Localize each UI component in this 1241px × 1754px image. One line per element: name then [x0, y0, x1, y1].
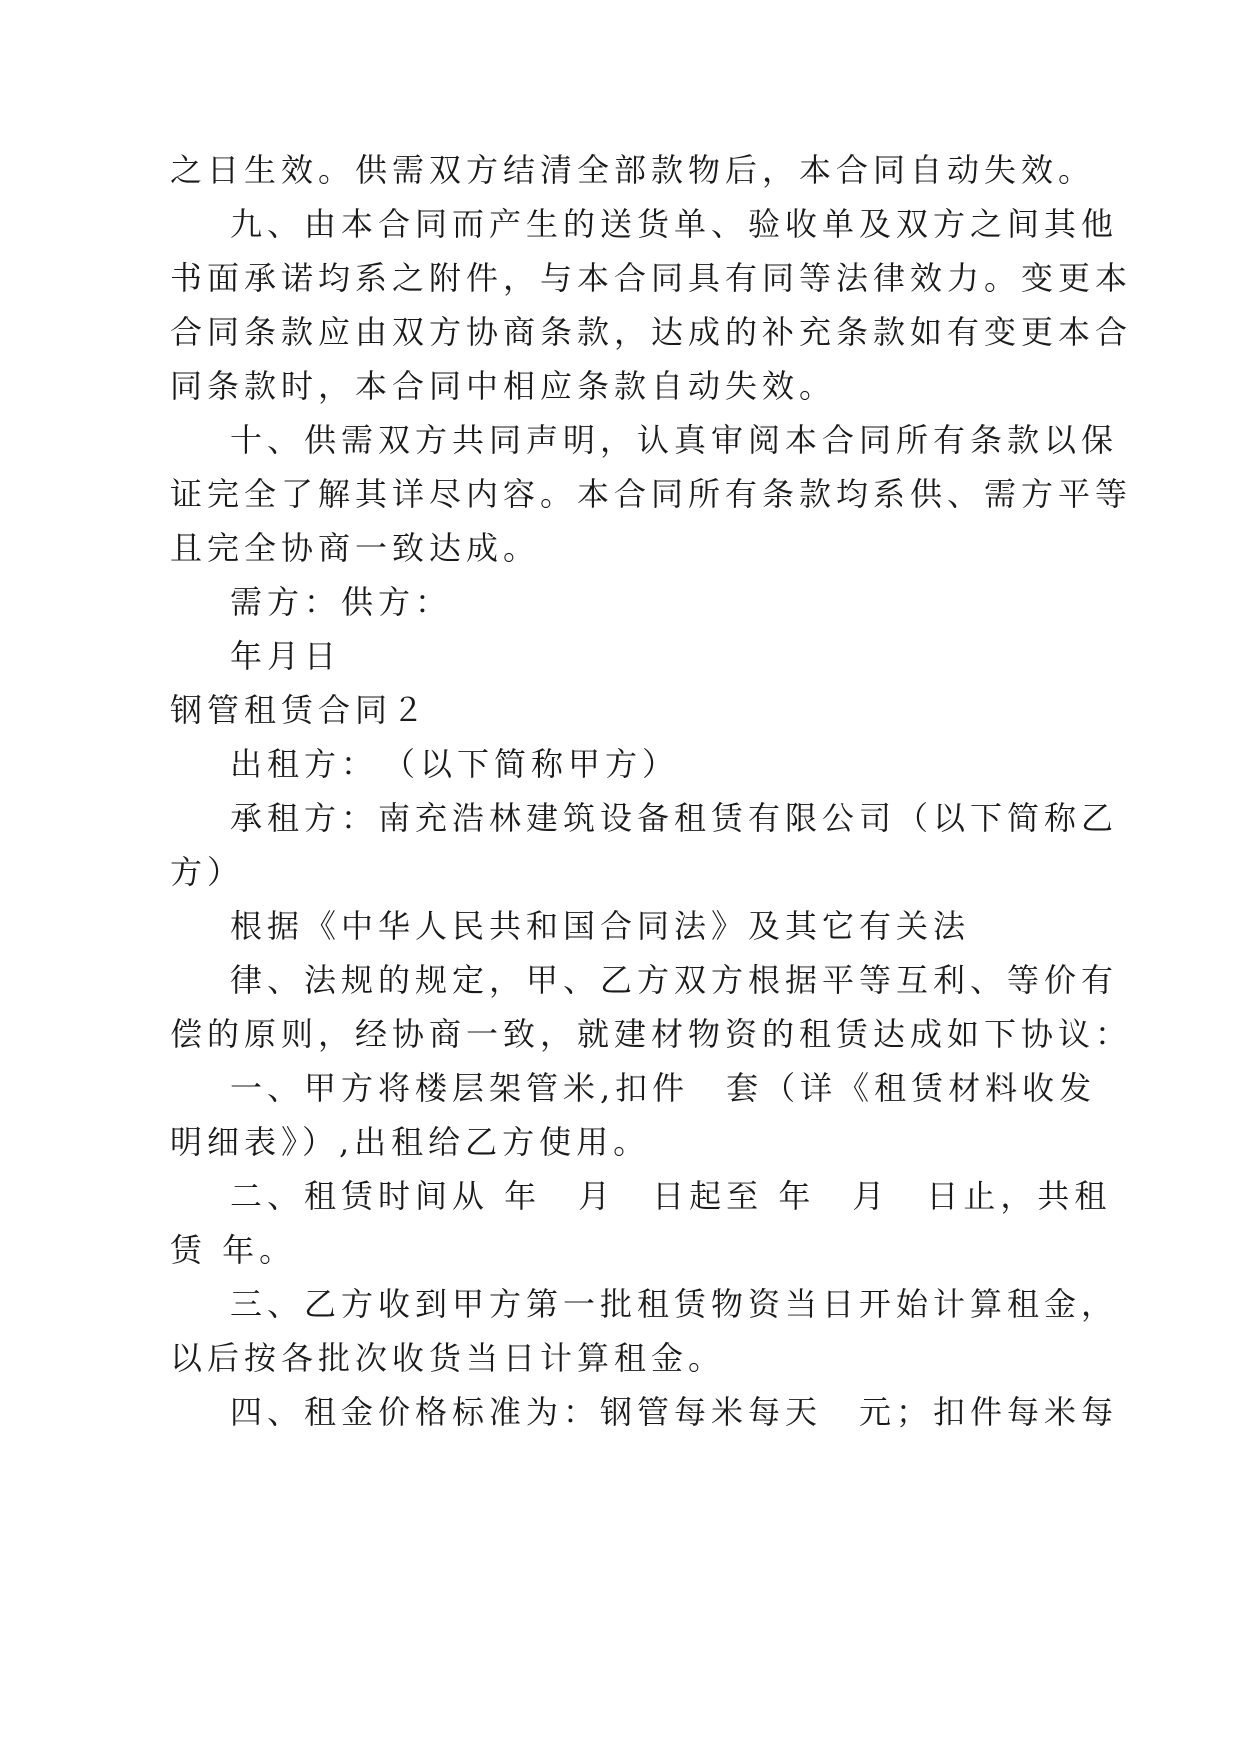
text-line: 承租方：南充浩林建筑设备租赁有限公司（以下简称乙 — [230, 799, 1119, 837]
text-line: 明细表》）,出租给乙方使用。 — [170, 1123, 651, 1161]
text-line: 同条款时，本合同中相应条款自动失效。 — [170, 367, 837, 405]
text-line: 且完全协商一致达成。 — [170, 529, 541, 567]
text-line: 书面承诺均系之附件，与本合同具有同等法律效力。变更本 — [170, 259, 1133, 297]
text-line: 合同条款应由双方协商条款，达成的补充条款如有变更本合 — [170, 313, 1133, 351]
text-line: 偿的原则，经协商一致，就建材物资的租赁达成如下协议： — [170, 1015, 1133, 1053]
text-line: 二、租赁时间从 年 月 日起至 年 月 日止，共租 — [230, 1177, 1112, 1215]
text-line: 证完全了解其详尽内容。本合同所有条款均系供、需方平等 — [170, 475, 1133, 513]
text-line: 年月日 — [230, 637, 342, 675]
text-line: 出租方： （以下简称甲方） — [230, 745, 680, 783]
text-line: 赁 年。 — [170, 1231, 297, 1269]
text-line: 需方：供方： — [230, 583, 453, 621]
text-line: 以后按各批次收货当日计算租金。 — [170, 1339, 726, 1377]
text-line: 四、租金价格标准为：钢管每米每天 元；扣件每米每 — [230, 1393, 1119, 1431]
text-line: 之日生效。供需双方结清全部款物后，本合同自动失效。 — [170, 151, 1096, 189]
text-line: 方） — [170, 853, 245, 891]
text-line: 九、由本合同而产生的送货单、验收单及双方之间其他 — [230, 205, 1119, 243]
text-line: 一、甲方将楼层架管米,扣件 套（详《租赁材料收发 — [230, 1069, 1097, 1107]
text-line: 三、乙方收到甲方第一批租赁物资当日开始计算租金， — [230, 1285, 1119, 1323]
text-line: 十、供需双方共同声明，认真审阅本合同所有条款以保 — [230, 421, 1119, 459]
text-line: 根据《中华人民共和国合同法》及其它有关法 — [230, 907, 971, 945]
section-title: 钢管租赁合同２ — [170, 691, 430, 729]
text-line: 律、法规的规定，甲、乙方双方根据平等互利、等价有 — [230, 961, 1119, 999]
